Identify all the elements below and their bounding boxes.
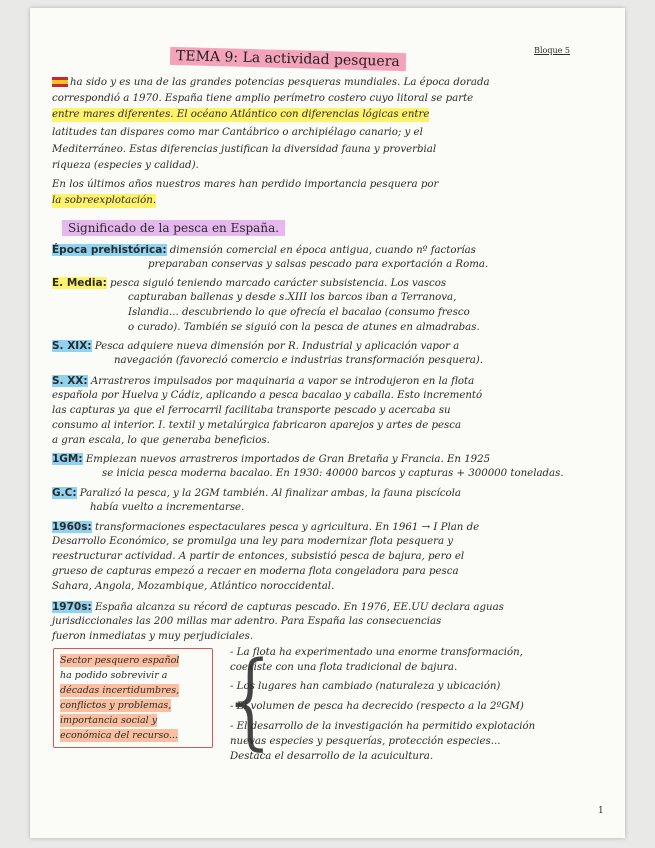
period-gc: G.C: Paralizó la pesca, y la 2GM también. Al finalizar ambas, la fauna piscícola	[52, 487, 461, 499]
intro-line-3: entre mares diferentes. El océano Atlántico con diferencias lógicas entre	[52, 109, 430, 120]
box-line: Sector pesquero español	[60, 655, 180, 666]
period-line: reestructurar actividad. A partir de entonces, subsistió pesca de bajura, pero el	[52, 551, 465, 562]
period-label: S. XIX:	[52, 340, 92, 352]
bullet-line: - El volumen de pesca ha decrecido (respecto a la 2ºGM)	[230, 701, 524, 712]
period-1970s: 1970s: España alcanza su récord de capturas pescado. En 1976, EE.UU declara aguas	[52, 601, 504, 613]
intro-line-8: la sobreexplotación.	[52, 195, 157, 206]
section-title: Significado de la pesca en España.	[62, 220, 285, 236]
period-line: consumo al interior. I. textil y metalúrgica fabricaron aparejos y artes de pesca	[52, 420, 462, 431]
bullet-line: - El desarrollo de la investigación ha permitido explotación	[230, 721, 536, 732]
box-line: económica del recurso...	[60, 730, 178, 741]
period-line: fueron inmediatas y muy perjudiciales.	[52, 631, 254, 642]
period-line: a gran escala, lo que generaba beneficios.	[52, 435, 270, 446]
period-line: grueso de capturas empezó a recaer en moderna flota congeladora para pesca	[52, 566, 459, 577]
intro-line-4: latitudes tan dispares como mar Cantábrico o archipiélago canario; y el	[52, 127, 423, 138]
period-line: se inicia pesca moderna bacalao. En 1930: 40000 barcos y capturas + 300000 toneladas.	[102, 468, 564, 479]
period-xx: S. XX: Arrastreros impulsados por maquinaria a vapor se introdujeron en la flota	[52, 375, 475, 387]
period-line: preparaban conservas y salsas pescado para exportación a Roma.	[148, 259, 489, 270]
bloque-label: Bloque 5	[534, 46, 570, 55]
intro-line-6: riqueza (especies y calidad).	[52, 160, 199, 171]
bullet-line: coexiste con una flota tradicional de bajura.	[230, 662, 458, 673]
notes-page	[30, 8, 625, 838]
summary-box	[53, 648, 213, 748]
page-number: 1	[598, 806, 604, 816]
period-label: Época prehistórica:	[52, 244, 167, 256]
bullet-line: - La flota ha experimentado una enorme transformación,	[230, 647, 523, 658]
period-1gm: 1GM: Empiezan nuevos arrastreros importados de Gran Bretaña y Francia. En 1925	[52, 453, 491, 465]
intro-line-1: ha sido y es una de las grandes potencias pesqueras mundiales. La época dorada	[52, 76, 490, 90]
bullet-line: - Los lugares han cambiado (naturaleza y ubicación)	[230, 681, 501, 692]
period-line: había vuelto a incrementarse.	[90, 502, 245, 513]
box-line: importancia social y	[60, 715, 158, 726]
intro-line-5: Mediterráneo. Estas diferencias justifican la diversidad fauna y proverbial	[52, 144, 437, 155]
bullet-line: Destaca el desarrollo de la acuicultura.	[230, 751, 434, 762]
period-1960s: 1960s: transformaciones espectaculares pesca y agricultura. En 1961 → I Plan de	[52, 521, 480, 533]
period-prehistoric: Época prehistórica: dimensión comercial en época antigua, cuando nº factorías	[52, 244, 476, 256]
period-line: Islandia... descubriendo lo que ofrecía el bacalao (consumo fresco	[128, 307, 470, 318]
period-label: S. XX:	[52, 375, 88, 387]
period-label: G.C:	[52, 487, 77, 499]
period-middle-ages: E. Media: pesca siguió teniendo marcado carácter subsistencia. Los vascos	[52, 277, 447, 289]
box-line: décadas incertidumbres,	[60, 685, 180, 696]
period-line: o curado). También se siguió con la pesca de atunes en almadrabas.	[128, 322, 480, 333]
period-line: española por Huelva y Cádiz, aplicando a pesca bacalao y caballa. Esto incrementó	[52, 390, 483, 401]
intro-line-7: En los últimos años nuestros mares han perdido importancia pesquera por	[52, 179, 439, 190]
page-header	[170, 46, 570, 72]
box-line: conflictos y problemas,	[60, 700, 172, 711]
period-line: las capturas ya que el ferrocarril facilitaba transporte pescado y acercaba su	[52, 405, 451, 416]
period-label: E. Media:	[52, 277, 107, 289]
period-line: capturaban ballenas y desde s.XIII los barcos iban a Terranova,	[128, 292, 457, 303]
period-xix: S. XIX: Pesca adquiere nueva dimensión por R. Industrial y aplicación vapor a	[52, 340, 460, 352]
intro-line-2: correspondió a 1970. España tiene amplio perímetro costero cuyo litoral se parte	[52, 93, 474, 104]
brace-symbol: {	[218, 639, 285, 761]
period-line: Desarrollo Económico, se promulga una ley para modernizar flota pesquera y	[52, 536, 454, 547]
period-label: 1970s:	[52, 601, 92, 613]
period-label: 1GM:	[52, 453, 83, 465]
period-line: jurisdiccionales las 200 millas mar adentro. Para España las consecuencias	[52, 616, 442, 627]
box-line: ha podido sobrevivir a	[60, 670, 168, 681]
spain-flag-icon	[52, 77, 68, 87]
period-line: navegación (favoreció comercio e industrias transformación pesquera).	[114, 355, 484, 366]
period-line: Sahara, Angola, Mozambique, Atlántico noroccidental.	[52, 581, 335, 592]
bullet-line: nuevas especies y pesquerías, protección especies...	[230, 736, 501, 747]
page-title: TEMA 9: La actividad pesquera	[170, 47, 406, 71]
period-label: 1960s:	[52, 521, 92, 533]
